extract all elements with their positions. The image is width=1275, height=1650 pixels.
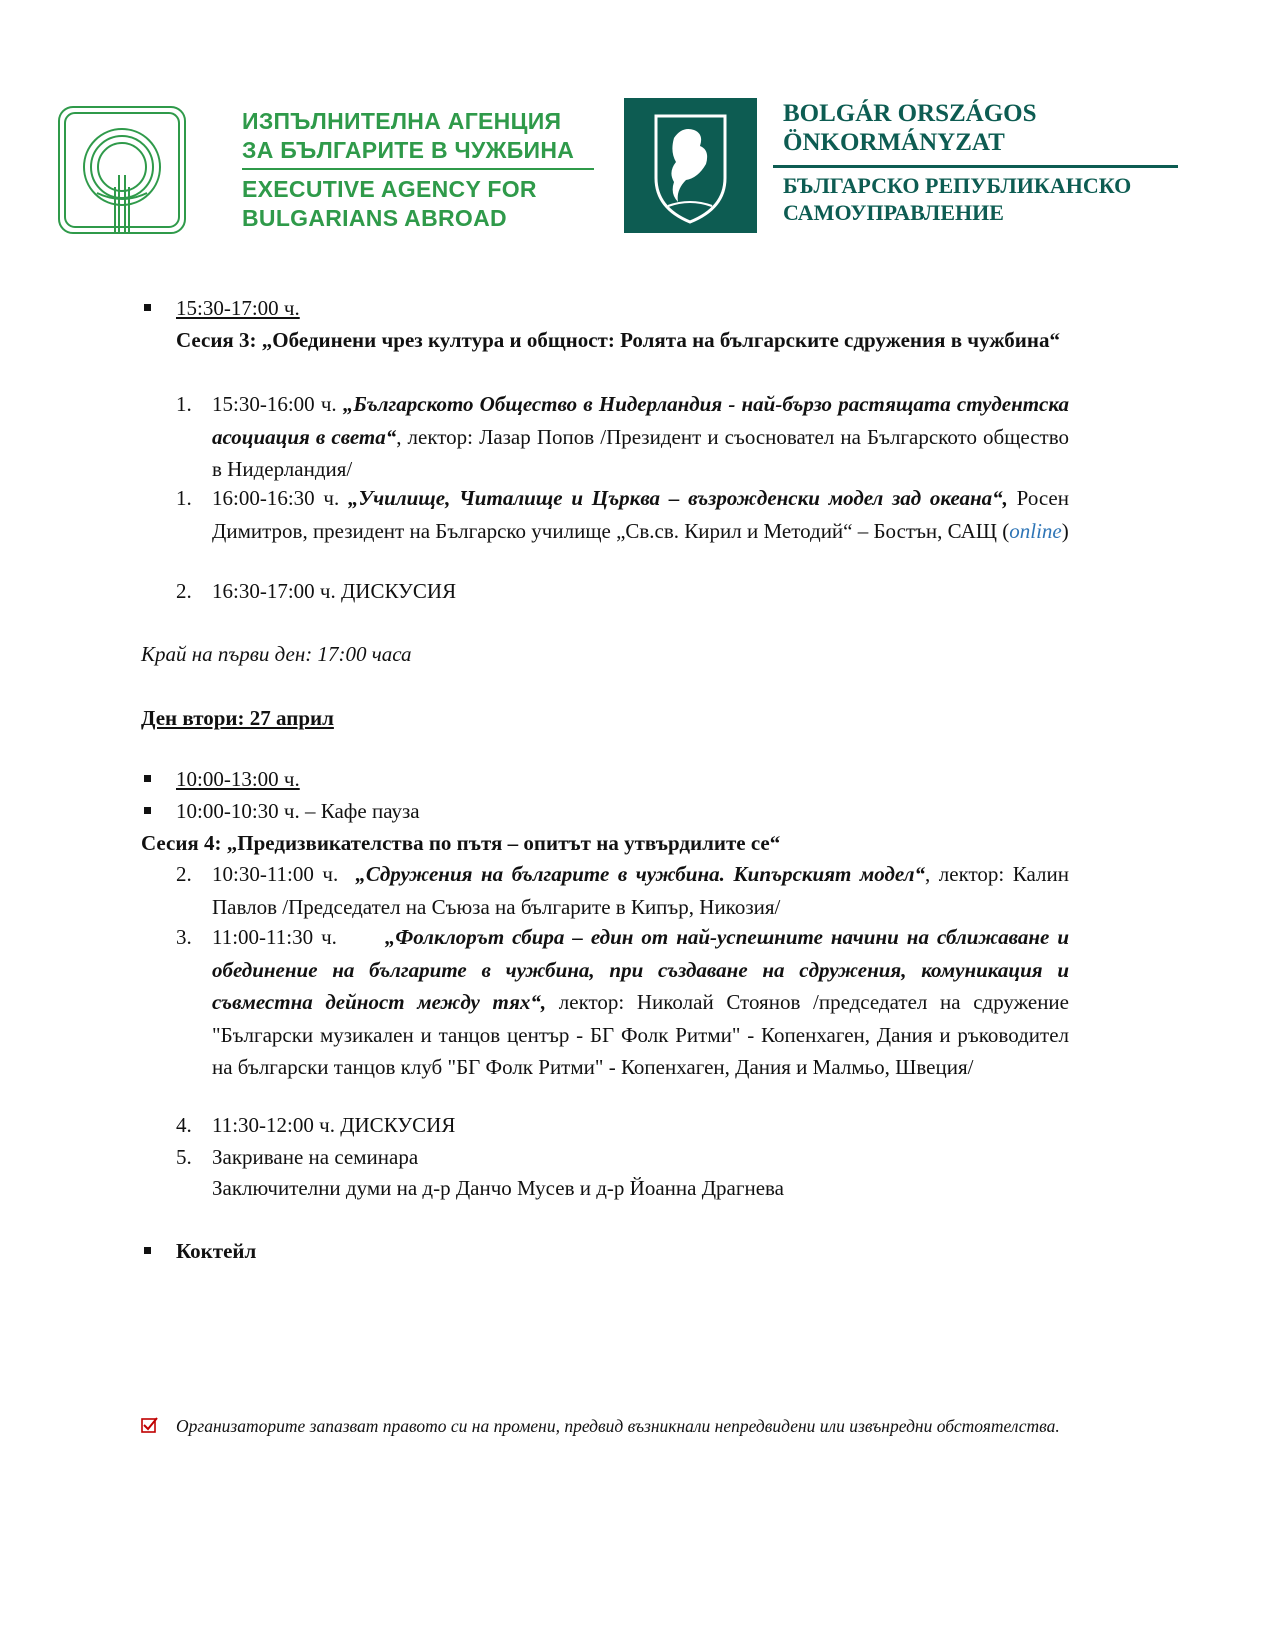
day2-bullet1: 10:00-13:00 ч. [176,767,300,791]
bullet-icon [144,775,151,782]
agency-bg-line1: ИЗПЪЛНИТЕЛНА АГЕНЦИЯ [242,108,562,134]
crest-logo [624,98,757,233]
list-item [212,858,1069,923]
item-title: „Българското Общество в Нидерландия - най-бързо растящата студентска асоциация в света“ [212,392,1069,449]
list-number: 1. [176,486,192,510]
lion-crest-icon [624,98,757,233]
session3-time: 15:30-17:00 ч. [176,296,300,320]
list-item-subtext: Заключителни думи на д-р Данчо Мусев и д-р Йоанна Драгнева [212,1176,784,1200]
item-title: „Сдружения на българите в чужбина. Кипърският модел“ [355,862,926,886]
org-bg-line1: БЪЛГАРСКО РЕПУБЛИКАНСКО [783,173,1132,198]
list-item: Закриване на семинара [212,1145,419,1169]
list-number: 3. [176,925,192,949]
org-bg-line2: САМОУПРАВЛЕНИЕ [783,200,1004,225]
session4-title: Сесия 4: „Предизвикателства по пътя – опитът на утвърдилите се“ [141,831,781,855]
footer-note: Организаторите запазват правото си на промени, предвид възникнали непредвидени или извънредни обстоятелства. [176,1416,1060,1436]
bullet-icon [144,304,151,311]
agency-bg-line2: ЗА БЪЛГАРИТЕ В ЧУЖБИНА [242,137,575,163]
agency-en-line2: BULGARIANS ABROAD [242,205,507,231]
item-title: „Фолклорът сбира – един от най-успешните начини на сближаване и обединение на българите в чужбина, при създаване на сдружения, комуникация и съвместна дейност между тях“, [212,925,1070,1014]
list-number: 2. [176,862,192,886]
item-close: ) [1061,518,1069,543]
day2-heading: Ден втори: 27 април [141,706,334,730]
list-number: 1. [176,392,192,416]
list-item [212,921,1069,1084]
checkbox-checked-icon [141,1416,159,1434]
list-number: 4. [176,1113,192,1137]
item-time: 15:30-16:00 ч. [212,392,337,416]
bullet-icon [144,1247,151,1254]
end-day1: Край на първи ден: 17:00 часа [141,642,412,666]
item-details: , лектор: Калин Павлов /Председател на Съюза на българите в Кипър, Никозия/ [212,862,1069,919]
list-item: 11:30-12:00 ч. ДИСКУСИЯ [212,1113,456,1137]
day2-bullet2: 10:00-10:30 ч. – Кафе пауза [176,799,420,823]
item-time: 10:30-11:00 ч. [212,862,339,886]
item-time: 16:00-16:30 ч. [212,486,340,510]
divider [242,168,594,170]
list-item [212,388,1069,486]
list-number: 5. [176,1145,192,1169]
item-details: лектор: Николай Стоянов /председател на сдружение "Български музикален и танцов център - БГ Фолк Ритми" - Копенхаген, Дания и ръководител на български танцов клуб "БГ Фолк Ритми" - Копенхаген, Дания и Малмьо, Швеция/ [212,990,1069,1079]
item-details: , лектор: Лазар Попов /Президент и съосновател на Българското общество в Нидерландия/ [212,424,1069,481]
agency-en-line1: EXECUTIVE AGENCY FOR [242,176,537,202]
online-link[interactable]: online [1009,518,1062,543]
list-item: 16:30-17:00 ч. ДИСКУСИЯ [212,579,457,603]
tree-logo-icon [57,105,187,235]
list-number: 2. [176,579,192,603]
org-hu-line1: BOLGÁR ORSZÁGOS [783,100,1037,127]
item-time: 11:00-11:30 ч. [212,925,337,949]
cocktail: Коктейл [176,1239,257,1263]
item-title: „Училище, Читалище и Църква – възрожденски модел зад океана“, [348,486,1008,510]
item-details: Росен Димитров, президент на Българско училище „Св.св. Кирил и Методий“ – Бостън, САЩ ( [212,486,1069,543]
session3-title: Сесия 3: „Обединени чрез култура и общност: Ролята на българските сдружения в чужбина“ [176,328,1061,352]
divider [773,165,1178,168]
list-item [212,482,1069,547]
bullet-icon [144,807,151,814]
org-hu-line2: ÖNKORMÁNYZAT [783,129,1005,156]
